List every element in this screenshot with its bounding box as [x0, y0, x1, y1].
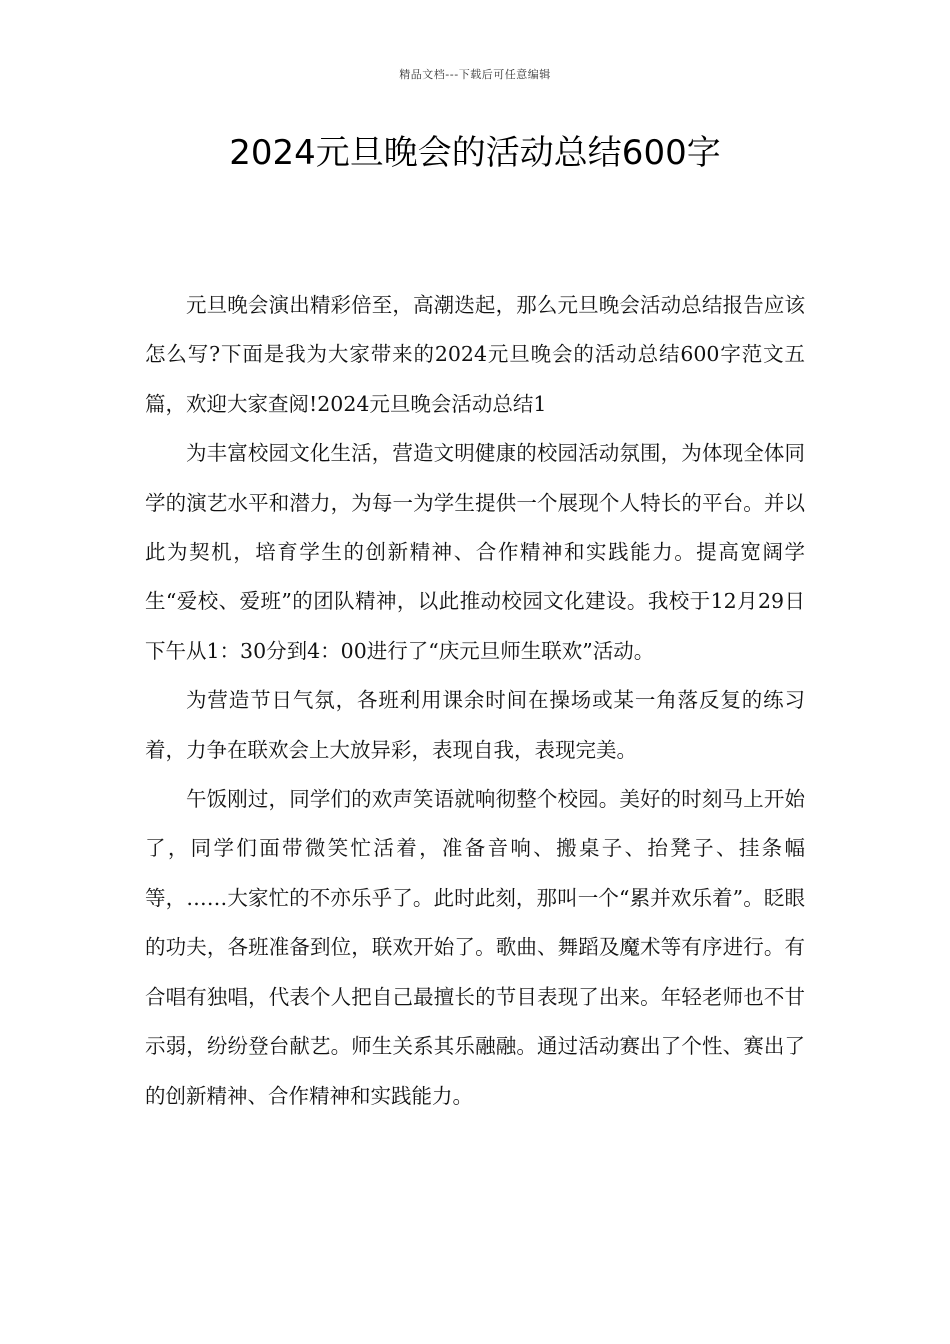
page-title: 2024元旦晚会的活动总结600字 [229, 133, 721, 173]
paragraph-event: 午饭刚过，同学们的欢声笑语就响彻整个校园。美好的时刻马上开始了，同学们面带微笑忙活着，准备音响、搬桌子、抬凳子、挂条幅等，……大家忙的不亦乐乎了。此时此刻，那叫一个“累并欢乐着”。眨眼的功夫，各班准备到位，联欢开始了。歌曲、舞蹈及魔术等有序进行。有合唱有独唱，代表个人把自己最擅长的节目表现了出来。年轻老师也不甘示弱，纷纷登台献艺。师生关系其乐融融。通过活动赛出了个性、赛出了的创新精神、合作精神和实践能力。 [145, 787, 805, 1108]
paragraph-purpose: 为丰富校园文化生活，营造文明健康的校园活动氛围，为体现全体同学的演艺水平和潜力，为每一为学生提供一个展现个人特长的平台。并以此为契机，培育学生的创新精神、合作精神和实践能力。提高宽阔学生“爱校、爱班”的团队精神，以此推动校园文化建设。我校于12月29日下午从1：30分到4：00进行了“庆元旦师生联欢”活动。 [145, 441, 805, 663]
paragraph-preparation: 为营造节日气氛，各班利用课余时间在操场或某一角落反复的练习着，力争在联欢会上大放异彩，表现自我，表现完美。 [145, 688, 805, 762]
paragraph-intro: 元旦晚会演出精彩倍至，高潮迭起，那么元旦晚会活动总结报告应该怎么写?下面是我为大家带来的2024元旦晚会的活动总结600字范文五篇，欢迎大家查阅!2024元旦晚会活动总结1 [145, 293, 805, 416]
header-note: 精品文档---下载后可任意编辑 [399, 68, 551, 81]
document-body [145, 281, 805, 1121]
